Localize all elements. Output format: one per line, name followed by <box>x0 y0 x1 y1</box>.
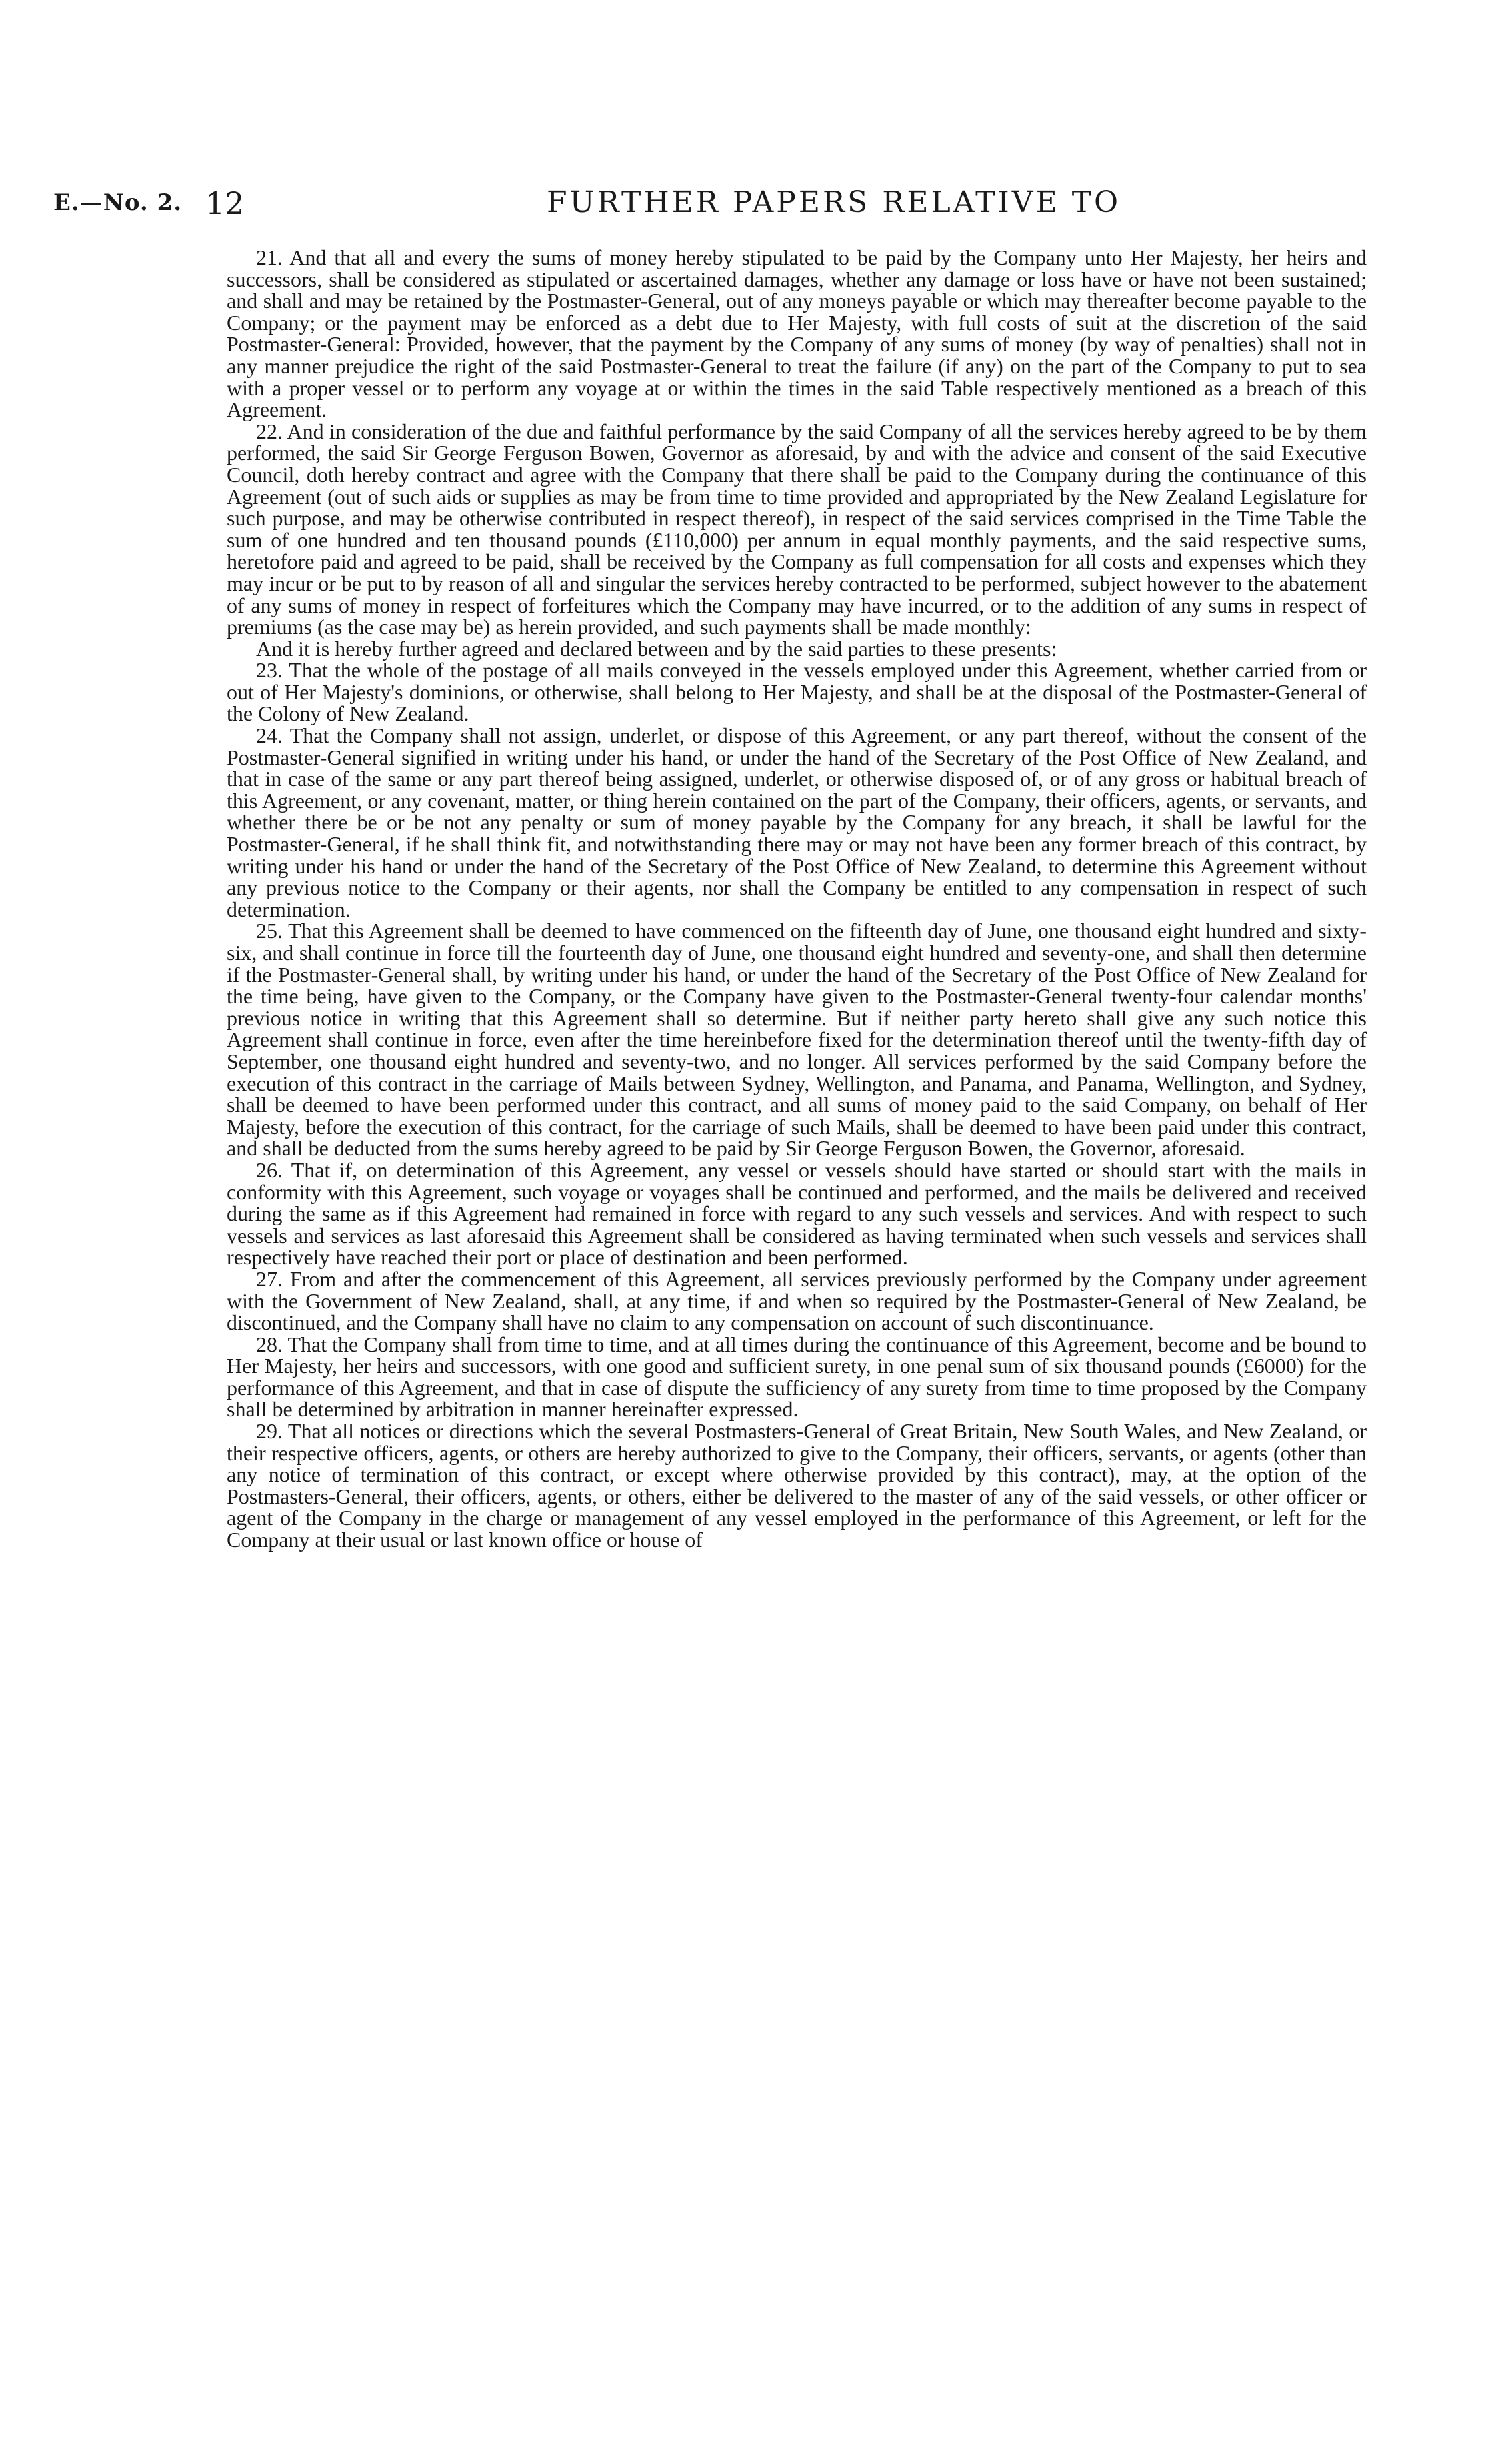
page-header <box>53 185 1467 225</box>
running-title: FURTHER PAPERS RELATIVE TO <box>547 185 1121 219</box>
paragraph-24: 24. That the Company shall not assign, underlet, or dispose of this Agreement, or any part thereof, without the consent of the Postmaster-General signified in writing under his hand, or under the hand of the Secretary of the Post Office of New Zealand, and that in case of the same or any part thereof being assigned, underlet, or otherwise disposed of, or of any gross or habitual breach of this Agreement, or any covenant, matter, or thing herein contained on the part of the Company, their officers, agents, or servants, and whether there be or be not any penalty or sum of money payable by the Company for any breach, it shall be lawful for the Postmaster-General, if he shall think fit, and notwithstanding there may or may not have been any former breach of this contract, by writing under his hand or under the hand of the Secretary of the Post Office of New Zealand, to determine this Agreement without any previous notice to the Company or their agents, nor shall the Company be entitled to any compensation in respect of such determination. <box>227 723 1367 921</box>
paragraph-27: 27. From and after the commencement of this Agreement, all services previously performed by the Company under agreement with the Government of New Zealand, shall, at any time, if and when so required by the Postmaster-General of New Zealand, be discontinued, and the Company shall have no claim to any compensation on account of such discontinuance. <box>227 1266 1367 1335</box>
paragraph-agreement-declaration: And it is hereby further agreed and declared between and by the said parties to these presents: <box>256 636 1057 661</box>
body-text <box>227 247 1367 1551</box>
paragraph-26: 26. That if, on determination of this Agreement, any vessel or vessels should have started or should start with the mails in conformity with this Agreement, such voyage or voyages shall be continued and performed, and the mails be delivered and received during the same as if this Agreement had remained in force with regard to any such vessels and services. And with respect to such vessels and services as last aforesaid this Agreement shall be considered as having terminated when such vessels and services shall respectively have reached their port or place of destination and been performed. <box>227 1157 1367 1270</box>
paragraph-22: 22. And in consideration of the due and faithful performance by the said Company of all the services hereby agreed to be by them performed, the said Sir George Ferguson Bowen, Governor as aforesaid, by and with the advice and consent of the said Executive Council, doth hereby contract and agree with the Company that there shall be paid to the Company during the continuance of this Agreement (out of such aids or supplies as may be from time to time provided and appropriated by the New Zealand Legislature for such purpose, and may be otherwise contributed in respect thereof), in respect of the said services comprised in the Time Table the sum of one hundred and ten thousand pounds (£110,000) per annum in equal monthly payments, and the said respective sums, heretofore paid and agreed to be paid, shall be received by the Company as full compensation for all costs and expenses which they may incur or be put to by reason of all and singular the services hereby contracted to be performed, subject however to the abatement of any sums of money in respect of forfeitures which the Company may have incurred, or to the addition of any sums in respect of premiums (as the case may be) as herein provided, and such payments shall be made monthly: <box>227 419 1367 639</box>
paragraph-29: 29. That all notices or directions which the several Postmasters-General of Great Britain, New South Wales, and New Zealand, or their respective officers, agents, or others are hereby authorized to give to the Company, their officers, servants, or agents (other than any notice of termination of this contract, or except where otherwise provided by this contract), may, at the option of the Postmasters-General, their officers, agents, or others, either be delivered to the master of any of the said vessels, or other officer or agent of the Company in the charge or management of any vessel employed in the performance of this Agreement, or left for the Company at their usual or last known office or house of <box>227 1419 1367 1552</box>
page-number: 12 <box>205 185 245 221</box>
paragraph-21: 21. And that all and every the sums of money hereby stipulated to be paid by the Company unto Her Majesty, her heirs and successors, shall be considered as stipulated or ascertained damages, whether any damage or loss have or have not been sustained; and shall and may be retained by the Postmaster-General, out of any moneys payable or which may thereafter become payable to the Company; or the payment may be enforced as a debt due to Her Majesty, with full costs of suit at the discretion of the said Postmaster-General: Provided, however, that the payment by the Company of any sums of money (by way of penalties) shall not in any manner prejudice the right of the said Postmaster-General to treat the failure (if any) on the part of the Company to put to sea with a proper vessel or to perform any voyage at or within the times in the said Table respectively mentioned as a breach of this Agreement. <box>227 245 1367 422</box>
paragraph-23: 23. That the whole of the postage of all mails conveyed in the vessels employed under this Agreement, whether carried from or out of Her Majesty's dominions, or otherwise, shall belong to Her Majesty, and shall be at the disposal of the Postmaster-General of the Colony of New Zealand. <box>227 658 1367 726</box>
paragraph-28: 28. That the Company shall from time to time, and at all times during the continuance of this Agreement, become and be bound to Her Majesty, her heirs and successors, with one good and sufficient surety, in one penal sum of six thousand pounds (£6000) for the performance of this Agreement, and that in case of dispute the sufficiency of any surety from time to time proposed by the Company shall be determined by arbitration in manner hereinafter expressed. <box>227 1332 1367 1422</box>
paragraph-25: 25. That this Agreement shall be deemed to have commenced on the fifteenth day of June, one thousand eight hundred and sixty-six, and shall continue in force till the fourteenth day of June, one thousand eight hundred and seventy-one, and shall then determine if the Postmaster-General shall, by writing under his hand, or under the hand of the Secretary of the Post Office of New Zealand for the time being, have given to the Company, or the Company have given to the Postmaster-General twenty-four calendar months' previous notice in writing that this Agreement shall so determine. But if neither party hereto shall give any such notice this Agreement shall continue in force, even after the time hereinbefore fixed for the determination thereof until the twenty-fifth day of September, one thousand eight hundred and seventy-two, and no longer. All services performed by the said Company before the execution of this contract in the carriage of Mails between Sydney, Wellington, and Panama, and Panama, Wellington, and Sydney, shall be deemed to have been performed under this contract, and all sums of money paid to the said Company, on behalf of Her Majesty, before the execution of this contract, for the carriage of such Mails, shall be deemed to have been paid under this contract, and shall be deducted from the sums hereby agreed to be paid by Sir George Ferguson Bowen, the Governor, aforesaid. <box>227 919 1367 1161</box>
paper-reference: E.—No. 2. <box>53 189 183 216</box>
